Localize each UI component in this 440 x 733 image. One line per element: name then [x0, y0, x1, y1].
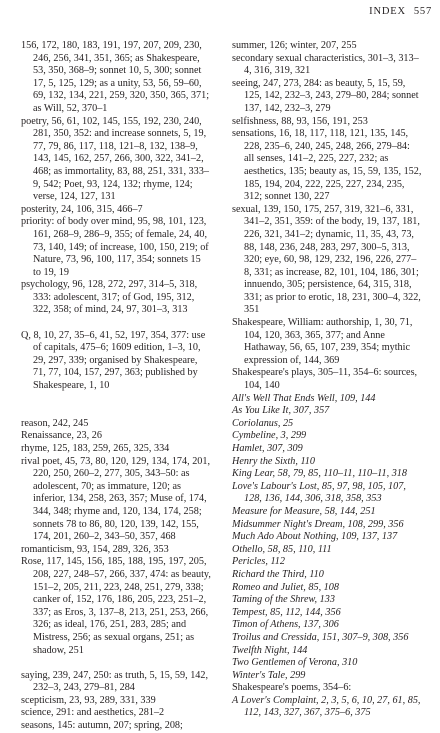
- index-entry: Shakespeare's poems, 354–6:: [232, 682, 352, 694]
- index-entry: Measure for Measure, 58, 144, 251: [232, 505, 376, 517]
- index-entry: Winter's Tale, 299: [232, 669, 306, 681]
- index-entry: Coriolanus, 25: [232, 417, 294, 429]
- index-entry: All's Well That Ends Well, 109, 144: [232, 392, 376, 404]
- index-entry: Rose, 117, 145, 156, 185, 188, 195, 197, 205, 208, 227, 248–57, 266, 337, 474: as beauty, 151–2, 205, 211, 223, 248, 251, 279, 338; canker of, 152, 176, 186, 205, 223, 251–2, 337; as Eros, 3, 137–8, 213, 251, 253, 266, 326; as ideal, 176, 251, 283, 285; and Mistress, 256; as sexual organs, 251; as shadow, 251: [21, 556, 211, 656]
- index-entry: A Lover's Complaint, 2, 3, 5, 6, 10, 27, 61, 85, 112, 143, 327, 367, 375–6, 375: [232, 694, 421, 719]
- index-entry: Cymbeline, 3, 299: [232, 430, 307, 442]
- index-entry: Twelfth Night, 144: [232, 644, 308, 656]
- index-entry: Troilus and Cressida, 151, 307–9, 308, 356: [232, 631, 409, 643]
- index-entry: reason, 242, 245: [21, 417, 89, 429]
- index-entry: Much Ado About Nothing, 109, 137, 137: [232, 531, 398, 543]
- index-entry: sensations, 16, 18, 117, 118, 121, 135, 145, 228, 235–6, 240, 245, 248, 266, 279–84: all senses, 141–2, 225, 227, 232; as aesthetics, 135; beauty as, 15, 59, 135, 152, 185, 194, 204, 222, 225, 227, 234, 235, 312; sonnet 130, 227: [232, 128, 422, 203]
- index-entry: secondary sexual characteristics, 301–3, 313–4, 316, 319, 321: [232, 52, 419, 77]
- index-entry: seeing, 247, 273, 284: as beauty, 5, 15, 59, 125, 142, 232–3, 243, 279–80, 284; sonnet 137, 142, 232–3, 279: [232, 77, 419, 114]
- index-entry: Midsummer Night's Dream, 108, 299, 356: [232, 518, 404, 530]
- index-entry: Taming of the Shrew, 133: [232, 594, 335, 606]
- index-entry: Timon of Athens, 137, 306: [232, 619, 339, 631]
- entry-spacer: [21, 317, 211, 330]
- index-column-right: [232, 40, 422, 720]
- index-entry: King Lear, 58, 79, 85, 110–11, 110–11, 318: [232, 468, 407, 480]
- index-entry: poetry, 56, 61, 102, 145, 155, 192, 230, 240, 281, 350, 352: and increase sonnets, 5, 19, 77, 79, 86, 117, 118, 121–8, 132, 138–9, 143, 145, 162, 257, 266, 300, 322, 341–2, 468; as immortality, 83, 88, 251, 331, 333–9, 542; Poet, 93, 124, 132; rhyme, 124; verse, 124, 127, 131: [21, 115, 209, 203]
- index-entry: saying, 239, 247, 250: as truth, 5, 15, 59, 142, 232–3, 243, 279–81, 284: [21, 669, 209, 694]
- index-entry: Tempest, 85, 112, 144, 356: [232, 606, 341, 618]
- index-entry: As You Like It, 307, 357: [232, 405, 330, 417]
- running-head: INDEX: [369, 6, 406, 17]
- index-entry: scepticism, 23, 93, 289, 331, 339: [21, 694, 156, 706]
- index-entry: Richard the Third, 110: [232, 568, 324, 580]
- index-entry: Pericles, 112: [232, 556, 285, 568]
- index-entry: Q, 8, 10, 27, 35–6, 41, 52, 197, 354, 377: use of capitals, 475–6; 1609 edition, 1–3, 10, 29, 297, 339; organised by Shakespeare, 71, 77, 104, 157, 297, 363; published by Shakespeare, 1, 10: [21, 329, 206, 392]
- index-entry: Two Gentlemen of Verona, 310: [232, 657, 358, 669]
- index-entry: posterity, 24, 106, 315, 466–7: [21, 203, 143, 215]
- entry-spacer: [21, 405, 211, 418]
- index-entry: sexual, 139, 150, 175, 257, 319, 321–6, 331, 341–2, 351, 359: of the body, 19, 137, 181, 226, 321, 341–2; dynamic, 11, 35, 43, 73, 88, 148, 236, 248, 283, 297, 300–5, 313, 320; eye, 60, 98, 129, 232, 196, 226, 277–8, 331; as increase, 82, 101, 104, 186, 301; innuendo, 305; persistence, 64, 315, 318, 331; as prior to erotic, 18, 231, 300–4, 322, 351: [232, 203, 421, 316]
- page-header: [369, 6, 432, 17]
- page-number: 557: [413, 6, 432, 17]
- index-entry: Love's Labour's Lost, 85, 97, 98, 105, 107, 128, 136, 144, 306, 318, 358, 353: [232, 480, 406, 505]
- index-entry: summer, 126; winter, 207, 255: [232, 40, 357, 51]
- index-entry: selfishness, 88, 93, 156, 191, 253: [232, 115, 368, 127]
- index-entry: psychology, 96, 128, 272, 297, 314–5, 318, 333: adolescent, 317; of God, 195, 312, 322, 358; of mind, 24, 97, 301–3, 313: [21, 279, 198, 316]
- index-entry: Henry the Sixth, 110: [232, 455, 315, 467]
- index-entry: Othello, 58, 85, 110, 111: [232, 543, 332, 555]
- index-entry: Hamlet, 307, 309: [232, 443, 303, 454]
- index-entry: Shakespeare's plays, 305–11, 354–6: sources, 104, 140: [232, 367, 418, 392]
- index-entry: priority: of body over mind, 95, 98, 101, 123, 161, 268–9, 286–9, 355; of female, 24, 40, 73, 140, 149; of increase, 100, 150, 219; of Nature, 73, 96, 100, 117, 354; sonnets 15 to 19, 19: [21, 216, 209, 278]
- index-entry: Renaissance, 23, 26: [21, 430, 102, 442]
- index-entry: Shakespeare, William: authorship, 1, 30, 71, 104, 120, 363, 365, 377; and Anne Hathaway, 56, 65, 107, 239, 354; mythic expression of, 144, 369: [232, 317, 413, 366]
- index-entry: seasons, 145: autumn, 207; spring, 208;: [21, 720, 183, 732]
- index-entry: rhyme, 125, 183, 259, 265, 325, 334: [21, 443, 170, 454]
- index-entry: Romeo and Juliet, 85, 108: [232, 581, 339, 593]
- index-entry: rival poet, 45, 73, 80, 120, 129, 134, 174, 201, 220, 250, 260–2, 277, 305, 343–50: as adolescent, 70; as immature, 120; as inferior, 134, 258, 263, 357; Muse of, 174, 344, 348; rhyme and, 120, 134, 174, 258; sonnets 78 to 86, 80, 120, 139, 142, 155, 174, 201, 260–2, 343–50, 357, 468: [21, 455, 211, 543]
- entry-spacer: [21, 657, 211, 670]
- index-entry: romanticism, 93, 154, 289, 326, 353: [21, 543, 169, 555]
- index-column-left: [21, 40, 211, 733]
- index-entry: 156, 172, 180, 183, 191, 197, 207, 209, 230, 246, 256, 341, 351, 365; as Shakespeare, 53, 350, 368–9; sonnet 10, 5, 300; sonnet 17, 5, 125, 129; as a unity, 53, 56, 59–60, 69, 132, 134, 221, 259, 320, 350, 365, 371; as Will, 52, 370–1: [21, 40, 210, 114]
- index-entry: science, 291: and aesthetics, 281–2: [21, 707, 165, 719]
- entry-spacer: [21, 393, 211, 406]
